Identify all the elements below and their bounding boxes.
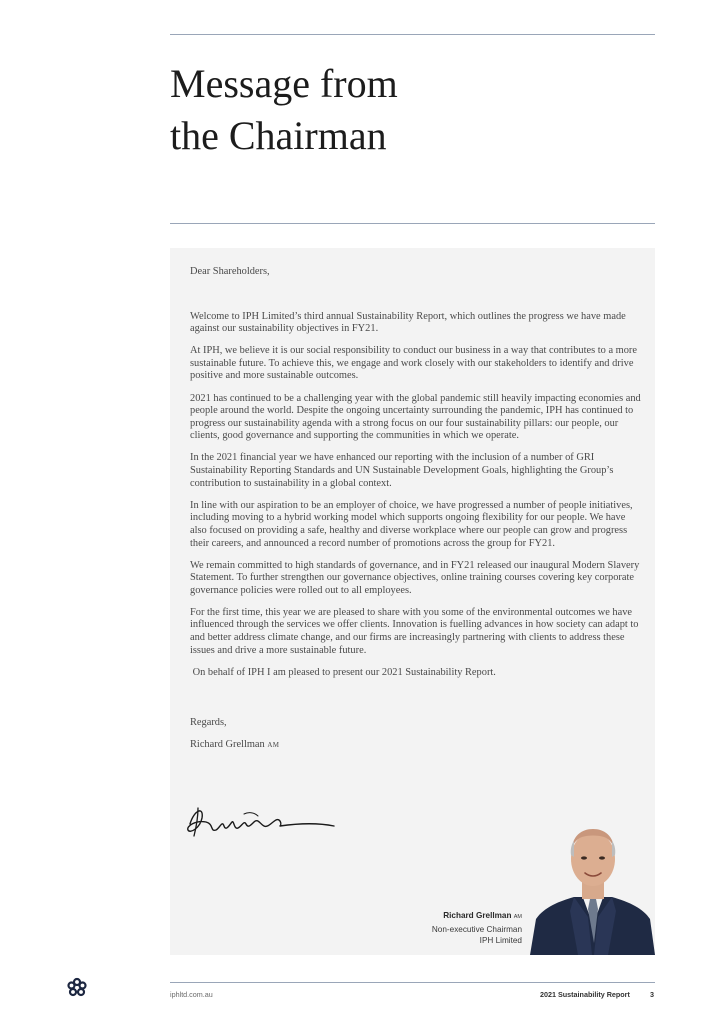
salutation: Dear Shareholders, (190, 266, 270, 277)
top-divider (170, 34, 655, 35)
footer-website-link[interactable]: iphltd.com.au (170, 990, 213, 999)
signer-name-text: Richard Grellman (190, 738, 265, 750)
paragraph: At IPH, we believe it is our social responsibility to conduct our business in a way that contributes to a more sustainable future. To achieve this, we engage and work closely with our stakeholders to identify and drive positive and more sustainable outcomes. (190, 345, 638, 382)
signer-name (190, 739, 642, 752)
chairman-portrait (530, 813, 655, 955)
page-title-line-1: Message from (170, 61, 398, 106)
closing: Regards, (190, 717, 227, 729)
iph-logo-icon (66, 977, 88, 999)
paragraph: For the first time, this year we are pleased to share with you some of the environmental outcomes we have influenced through the services we offer clients. Innovation is fuelling advances in how society can adapt to and better address climate change, and our firms are increasingly partnering with clients to address these issues and drive a more sustainable future. (190, 606, 639, 656)
page-title-line-2: the Chairman (170, 113, 387, 158)
signature-image (184, 800, 344, 840)
title-divider (170, 223, 655, 224)
signer-suffix: AM (267, 740, 280, 749)
caption-company: IPH Limited (479, 936, 522, 945)
caption-suffix: AM (513, 914, 522, 920)
page-title (170, 58, 650, 162)
paragraph: We remain committed to high standards of governance, and in FY21 released our inaugural Modern Slavery Statement. To further strengthen our governance objectives, online training courses covering key corporate governance policies were rolled out to all employees. (190, 559, 640, 596)
letter-panel (170, 248, 655, 955)
paragraph: Welcome to IPH Limited’s third annual Sustainability Report, which outlines the progress we have made against our sustainability objectives in FY21. (190, 310, 626, 335)
paragraph: In the 2021 financial year we have enhanced our reporting with the inclusion of a number of GRI Sustainability Reporting Standards and UN Sustainable Development Goals, highlighting the Group’s contribution to sustainability in a global context. (190, 452, 614, 489)
paragraph: In line with our aspiration to be an employer of choice, we have progressed a number of people initiatives, including moving to a hybrid working model which supports ongoing flexibility for our people. We have also focused on providing a safe, healthy and diverse workplace where our people can grow and progress their careers, and announced a record number of promotions across the group for FY21. (190, 499, 633, 549)
page-number: 3 (650, 990, 654, 999)
paragraph: On behalf of IPH I am pleased to present our 2021 Sustainability Report. (190, 666, 496, 678)
letter-body (190, 266, 642, 752)
caption-role: Non-executive Chairman (431, 924, 522, 934)
footer-divider (170, 982, 655, 983)
paragraph: 2021 has continued to be a challenging year with the global pandemic still heavily impacting economies and people around the world. Despite the ongoing uncertainty surrounding the pandemic, IPH has continued to progress our sustainability agenda with a strong focus on our four sustainability pillars: our people, our clients, good governance and supporting the communities in which we operate. (190, 392, 641, 442)
footer-report-title: 2021 Sustainability Report (540, 990, 630, 999)
photo-caption (432, 910, 522, 947)
caption-name: Richard Grellman (443, 911, 512, 920)
